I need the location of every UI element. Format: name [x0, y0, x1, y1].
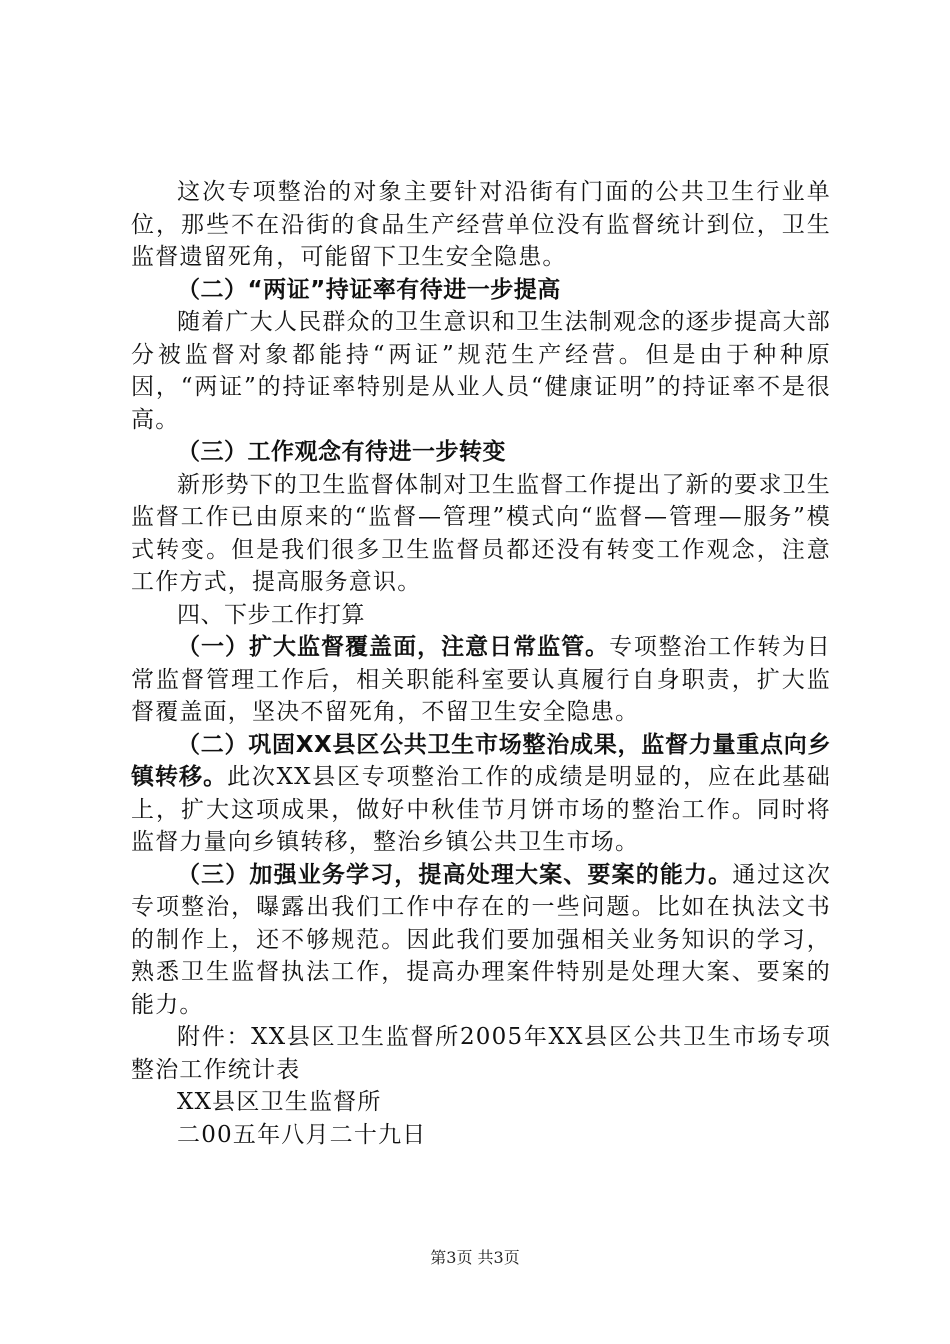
page-footer: 第3页 共3页	[430, 1248, 520, 1267]
signer-organization: XX县区卫生监督所	[177, 1089, 382, 1115]
attachment-note: 附件：XX县区卫生监督所2005年XX县区公共卫生市场专项整治工作统计表	[131, 1024, 831, 1083]
item-consolidate-results-text: 此次XX县区专项整治工作的成绩是明显的，应在此基础上，扩大这项成果，做好中秋佳节月饼市场的整治工作。同时将监督力量向乡镇转移，整治乡镇公共卫生市场。	[131, 764, 832, 855]
paragraph-certificates: 随着广大人民群众的卫生意识和卫生法制观念的逐步提高大部分被监督对象都能持“两证”规范生产经营。但是由于种种原因，“两证”的持证率特别是从业人员“健康证明”的持证率不是很高。	[131, 309, 831, 433]
signature-date: 二00五年八月二十九日	[177, 1121, 427, 1148]
section-next-steps: 四、下步工作打算	[177, 601, 365, 628]
item-expand-coverage-lead: （一）扩大监督覆盖面，注意日常监管。	[177, 634, 610, 660]
item-consolidate-results-lead: （二）巩固XX县区公共卫生市场整治成果，监督力量重点向乡镇转移。	[131, 731, 831, 790]
item-expand-coverage	[131, 631, 831, 729]
heading-work-concept: （三）工作观念有待进一步转变	[177, 439, 506, 465]
paragraph-scope: 这次专项整治的对象主要针对沿街有门面的公共卫生行业单位，那些不在沿街的食品生产经营单位没有监督统计到位，卫生监督遗留死角，可能留下卫生安全隐患。	[131, 179, 831, 270]
paragraph-work-concept: 新形势下的卫生监督体制对卫生监督工作提出了新的要求卫生监督工作已由原来的“监督—管理”模式向“监督—管理—服务”模式转变。但是我们很多卫生监督员都还没有转变工作观念，注意工作方式，提高服务意识。	[131, 471, 831, 595]
document-page	[131, 176, 831, 1151]
item-strengthen-learning-lead: （三）加强业务学习，提高处理大案、要案的能力。	[177, 861, 733, 888]
item-strengthen-learning-text: 通过这次专项整治，曝露出我们工作中存在的一些问题。比如在执法文书的制作上，还不够规范。因此我们要加强相关业务知识的学习，熟悉卫生监督执法工作，提高办理案件特别是处理大案、要案的能力。	[131, 861, 831, 1018]
item-consolidate-results	[131, 729, 831, 859]
item-strengthen-learning	[131, 859, 831, 1022]
item-expand-coverage-text: 专项整治工作转为日常监督管理工作后，相关职能科室要认真履行自身职责，扩大监督覆盖面，坚决不留死角，不留卫生安全隐患。	[131, 634, 831, 725]
heading-two-certificates: （二）“两证”持证率有待进一步提高	[177, 276, 561, 303]
